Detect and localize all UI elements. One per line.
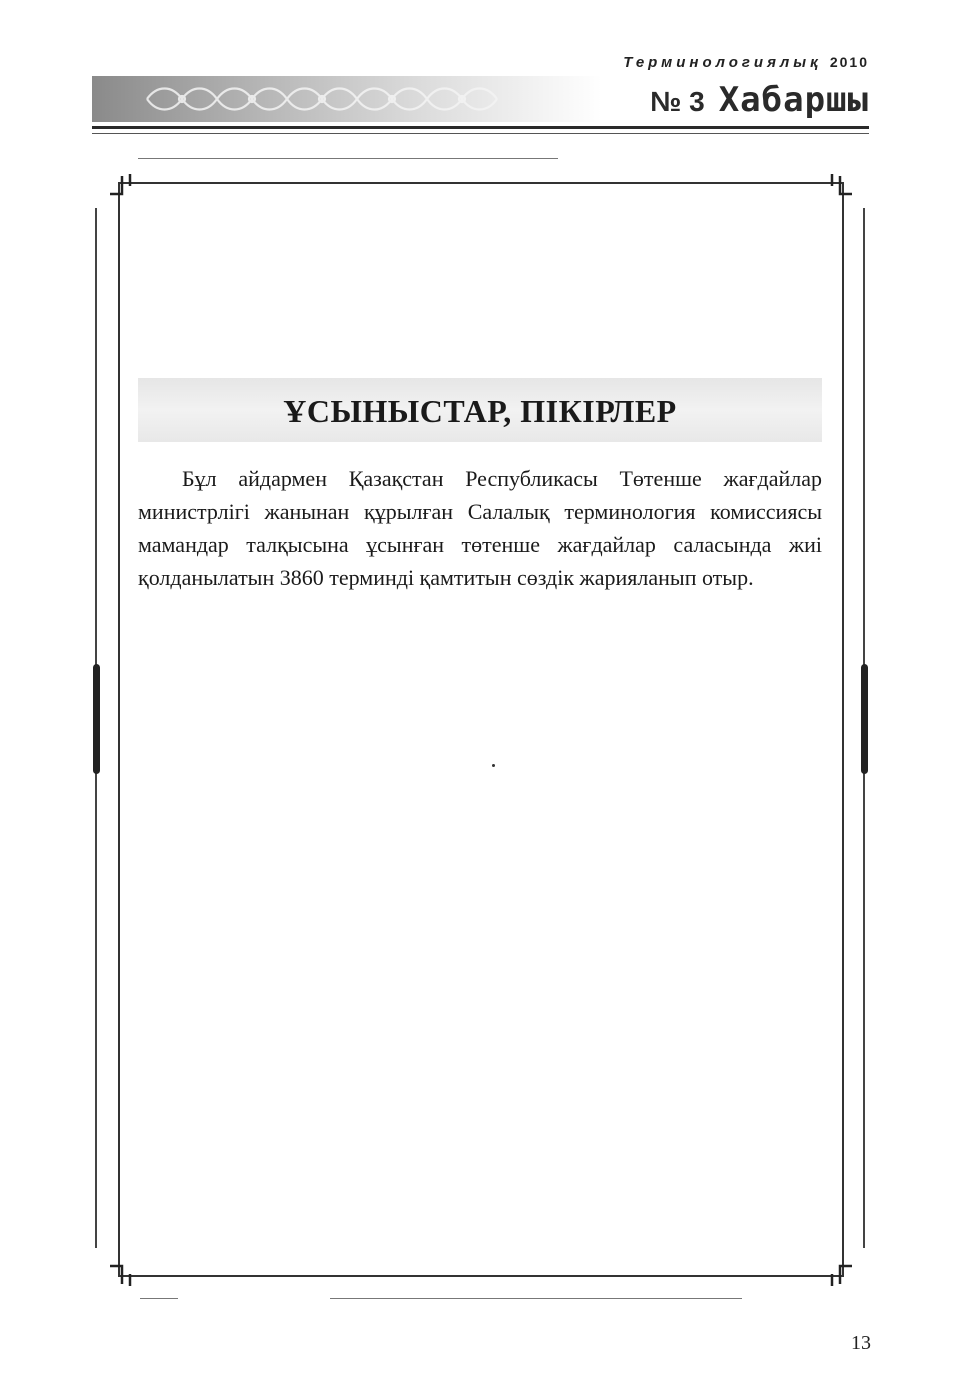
section-title: ҰСЫНЫСТАР, ПІКІРЛЕР	[283, 393, 677, 429]
journal-word: Терминологиялық	[623, 54, 822, 71]
journal-name: Хабаршы	[718, 80, 869, 120]
frame-side-ornament-right	[861, 664, 868, 774]
corner-ornament-bottom-left-icon	[108, 1254, 142, 1288]
bottom-deco-line-left	[140, 1298, 178, 1299]
issue-number: № 3	[650, 86, 705, 117]
ornament-band	[92, 76, 602, 122]
top-deco-line	[138, 158, 558, 159]
journal-header-line	[623, 54, 869, 71]
frame-side-ornament-left	[93, 664, 100, 774]
corner-ornament-top-left-icon	[108, 172, 142, 206]
header-rule-thin	[92, 133, 869, 134]
ornament-pattern-icon	[142, 82, 502, 116]
bottom-deco-line-right	[330, 1298, 742, 1299]
corner-ornament-bottom-right-icon	[820, 1254, 854, 1288]
body-paragraph: Бұл айдармен Қазақстан Республикасы Төтенше жағдайлар министрлігі жанынан құрылған Салалық терминология комиссиясы мамандар талқысына ұсынған төтенше жағдайлар саласында жиі қолданылатын 3860 терминді қамтитын сөздік жарияланып отыр.	[138, 466, 822, 590]
header-rule-thick	[92, 126, 869, 129]
stray-dot	[492, 764, 495, 767]
journal-year: 2010	[829, 54, 869, 70]
page-number: 13	[851, 1332, 871, 1354]
section-body	[138, 462, 822, 594]
corner-ornament-top-right-icon	[820, 172, 854, 206]
journal-title	[650, 80, 869, 120]
page-frame	[118, 182, 844, 1277]
